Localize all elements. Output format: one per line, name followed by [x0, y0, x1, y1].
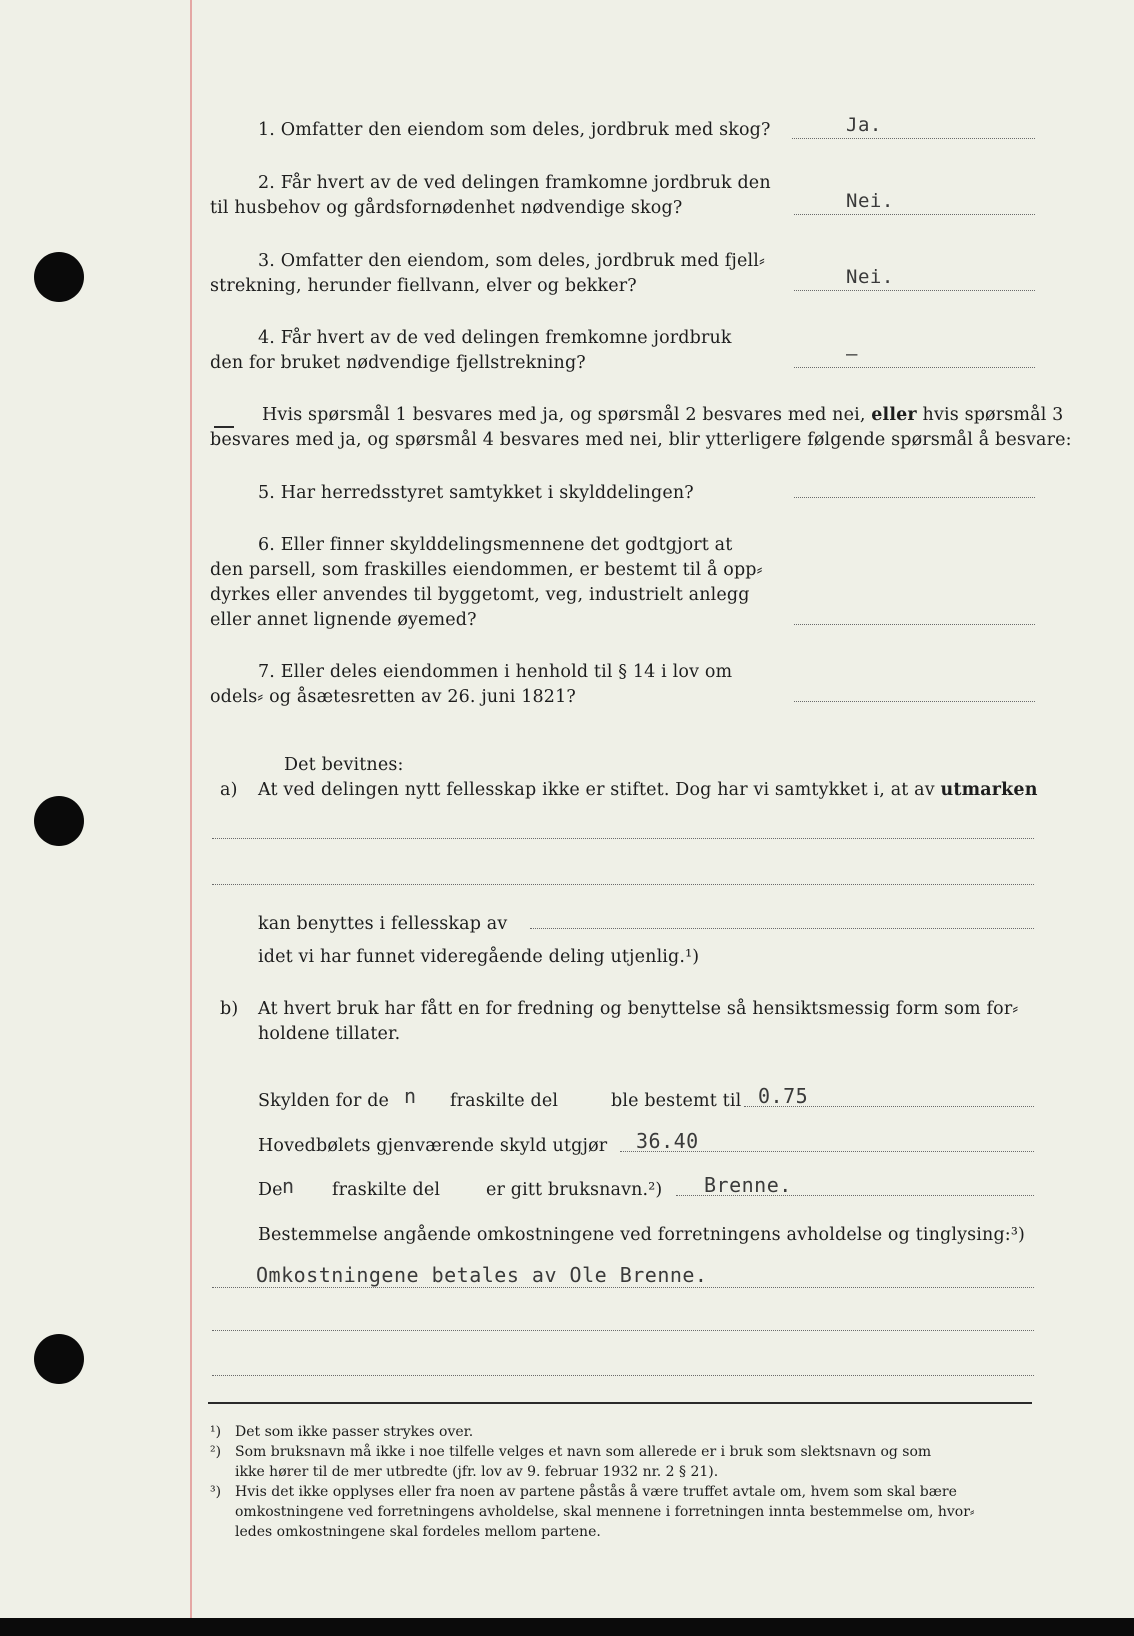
attestation-a-line-4: idet vi har funnet videregående deling utjenlig.¹)	[258, 947, 700, 967]
skyld-line-1-a: Skylden for de	[258, 1091, 390, 1111]
handwritten-n-1: n	[404, 1084, 417, 1108]
question-3-line-2: strekning, herunder fiellvann, elver og bekker?	[210, 276, 637, 296]
margin-rule	[190, 0, 192, 1618]
question-6-line-1: 6. Eller finner skylddelingsmennene det godtgjort at	[258, 535, 733, 555]
answer-2: Nei.	[846, 190, 894, 212]
question-7-line-2: odels⸗ og åsætesretten av 26. juni 1821?	[210, 687, 576, 707]
punch-hole	[34, 1334, 84, 1384]
condition-line-1: Hvis spørsmål 1 besvares med ja, og spørsmål 2 besvares med nei, eller hvis spørsmål 3	[262, 405, 1064, 425]
value-hovedbol: 36.40	[636, 1129, 699, 1153]
answer-line-6	[794, 624, 1035, 625]
attestation-a-text: At ved delingen nytt fellesskap ikke er stiftet. Dog har vi samtykket i, at av utmarken	[258, 780, 1038, 800]
fill-line-omkost-3	[212, 1375, 1034, 1376]
fill-line-a2	[212, 884, 1034, 885]
question-4-line-1: 4. Får hvert av de ved delingen fremkomne jordbruk	[258, 328, 732, 348]
answer-line-2	[794, 214, 1035, 215]
footnote-2-line-1: Som bruksnavn må ikke i noe tilfelle velges et navn som allerede er i bruk som slektsnavn og som	[235, 1444, 932, 1460]
question-1: 1. Omfatter den eiendom som deles, jordbruk med skog?	[258, 120, 771, 140]
answer-line-4	[794, 367, 1035, 368]
skyld-line-3-a: De	[258, 1180, 283, 1200]
question-6-line-4: eller annet lignende øyemed?	[210, 610, 477, 630]
question-2-line-1: 2. Får hvert av de ved delingen framkomne jordbruk den	[258, 173, 771, 193]
fill-line-omkost-2	[212, 1330, 1034, 1331]
handwritten-n-2: n	[282, 1174, 295, 1198]
skyld-line-1-b: fraskilte del	[450, 1091, 559, 1111]
punch-hole	[34, 796, 84, 846]
footnote-3-line-2: omkostningene ved forretningens avholdelse, skal mennene i forretningen innta bestemmelse om, hvor⸗	[235, 1504, 975, 1520]
footnote-3-mark: ³)	[210, 1484, 222, 1500]
condition-line-2: besvares med ja, og spørsmål 4 besvares med nei, blir ytterligere følgende spørsmål å besvare:	[210, 430, 1072, 450]
attestation-heading: Det bevitnes:	[284, 755, 404, 775]
punch-hole	[34, 252, 84, 302]
question-6-line-3: dyrkes eller anvendes til byggetomt, veg, industrielt anlegg	[210, 585, 750, 605]
attestation-a-label: a)	[220, 780, 238, 800]
answer-3: Nei.	[846, 266, 894, 288]
value-fraskilt: 0.75	[758, 1084, 809, 1108]
fill-line-a1	[212, 838, 1034, 839]
question-5: 5. Har herredsstyret samtykket i skylddelingen?	[258, 483, 694, 503]
attestation-b-line-2: holdene tillater.	[258, 1024, 401, 1044]
footnote-1: Det som ikke passer strykes over.	[235, 1424, 474, 1440]
fill-line-a3	[530, 928, 1034, 929]
skyld-line-2: Hovedbølets gjenværende skyld utgjør	[258, 1136, 608, 1156]
footnote-1-mark: ¹)	[210, 1424, 222, 1440]
fill-line-omkost-1	[212, 1287, 1034, 1288]
skyld-line-1-c: ble bestemt til	[611, 1091, 742, 1111]
skyld-line-3-b: fraskilte del	[332, 1180, 441, 1200]
answer-line-1	[792, 138, 1035, 139]
answer-4: –	[846, 343, 858, 365]
question-6-line-2: den parsell, som fraskilles eiendommen, er bestemt til å opp⸗	[210, 560, 763, 580]
skyld-line-4: Bestemmelse angående omkostningene ved forretningens avholdelse og tinglysing:³)	[258, 1225, 1025, 1245]
answer-1: Ja.	[846, 114, 882, 136]
answer-line-7	[794, 701, 1035, 702]
footnote-3-line-3: ledes omkostningene skal fordeles mellom partene.	[235, 1524, 601, 1540]
question-7-line-1: 7. Eller deles eiendommen i henhold til § 14 i lov om	[258, 662, 733, 682]
footnote-2-mark: ²)	[210, 1444, 222, 1460]
attestation-a-line-3: kan benyttes i fellesskap av	[258, 914, 508, 934]
scan-border	[0, 1618, 1134, 1636]
value-bruksnavn: Brenne.	[704, 1173, 792, 1197]
question-2-line-2: til husbehov og gårdsfornødenhet nødvendige skog?	[210, 198, 683, 218]
answer-line-3	[794, 290, 1035, 291]
attestation-b-line-1: At hvert bruk har fått en for fredning og benyttelse så hensiktsmessig form som for⸗	[258, 999, 1019, 1019]
question-3-line-1: 3. Omfatter den eiendom, som deles, jordbruk med fjell⸗	[258, 251, 765, 271]
answer-line-5	[794, 497, 1035, 498]
footnote-3-line-1: Hvis det ikke opplyses eller fra noen av partene påstås å være truffet avtale om, hvem som skal bære	[235, 1484, 957, 1500]
question-4-line-2: den for bruket nødvendige fjellstrekning?	[210, 353, 586, 373]
skyld-line-3-c: er gitt bruksnavn.²)	[486, 1180, 663, 1200]
footnote-rule	[208, 1402, 1032, 1404]
footnote-2-line-2: ikke hører til de mer utbredte (jfr. lov av 9. februar 1932 nr. 2 § 21).	[235, 1464, 719, 1480]
attestation-b-label: b)	[220, 999, 239, 1019]
value-omkostninger: Omkostningene betales av Ole Brenne.	[256, 1263, 708, 1287]
